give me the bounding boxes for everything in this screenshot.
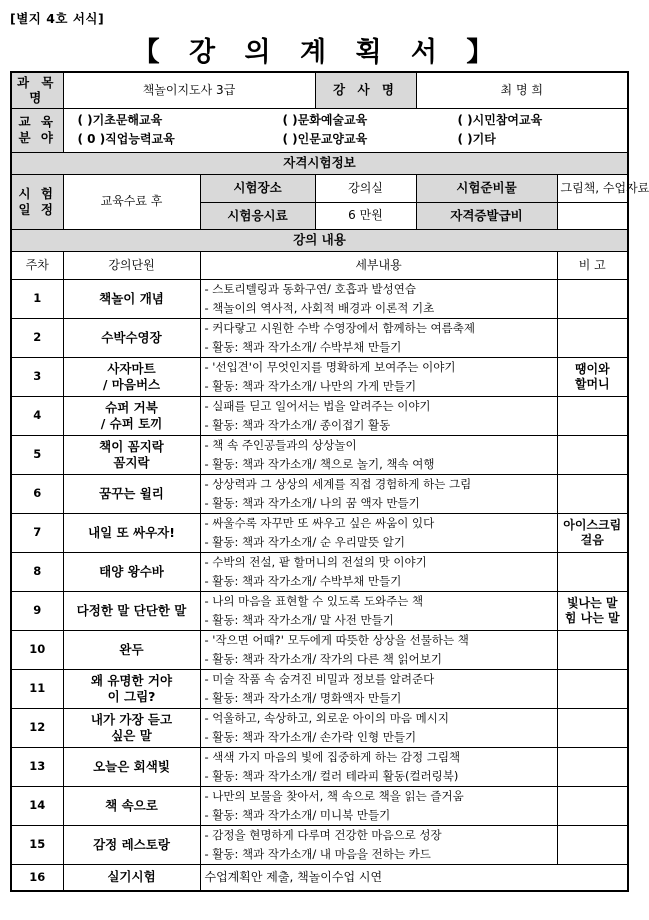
week-number: 11	[11, 669, 63, 708]
field-options	[63, 108, 628, 152]
lecture-note	[557, 279, 628, 318]
detail-line: - 나만의 보물을 찾아서, 책 속으로 책을 읽는 즐거움	[204, 788, 464, 803]
week-number: 16	[11, 864, 63, 891]
lecture-row	[11, 513, 628, 552]
lecture-unit-line: 이 그림?	[107, 688, 156, 704]
lecture-unit	[63, 669, 200, 708]
detail-line: - 활동: 책과 작가소개/ 수박부채 만들기	[204, 339, 402, 354]
detail-line: - 싸울수록 자꾸만 또 싸우고 싶은 싸움이 있다	[204, 515, 435, 530]
lecture-row	[11, 357, 628, 396]
week-number: 2	[11, 318, 63, 357]
lecture-unit-line: 책놀이 개념	[99, 290, 164, 306]
lecture-unit: 실기시험	[63, 864, 200, 891]
detail-line: - 미술 작품 속 숨겨진 비밀과 정보를 알려준다	[204, 671, 435, 686]
detail-line: - '작으면 어때?' 모두에게 따뜻한 상상을 선물하는 책	[204, 632, 469, 647]
lecture-detail	[200, 279, 557, 318]
instructor-value: 최 명 희	[416, 72, 628, 108]
note-line: 아이스크림	[563, 517, 622, 532]
lecture-unit-line: / 슈퍼 토끼	[100, 415, 163, 431]
lecture-unit	[63, 747, 200, 786]
lecture-row	[11, 669, 628, 708]
subject-label: 과 목 명	[11, 72, 63, 108]
lecture-note	[557, 318, 628, 357]
lecture-detail	[200, 630, 557, 669]
week-header: 주차	[11, 251, 63, 279]
detail-line: - 나의 마음을 표현할 수 있도록 도와주는 책	[204, 593, 424, 608]
week-number: 7	[11, 513, 63, 552]
lecture-unit-line: 슈퍼 거북	[105, 399, 158, 415]
lecture-detail	[200, 513, 557, 552]
lecture-note	[557, 474, 628, 513]
lecture-unit	[63, 396, 200, 435]
exam-fee-value: 6 만원	[315, 202, 416, 229]
week-number: 4	[11, 396, 63, 435]
lecture-unit-line: 수박수영장	[101, 329, 162, 345]
exam-place-value: 강의실	[315, 174, 416, 202]
lecture-note	[557, 591, 628, 630]
lecture-unit	[63, 474, 200, 513]
detail-line: - '선입견'이 무엇인지를 명확하게 보여주는 이야기	[204, 359, 456, 374]
lecture-note	[557, 630, 628, 669]
detail-line: - 책 속 주인공들과의 상상놀이	[204, 437, 357, 452]
lecture-unit-line: 꼼지락	[113, 454, 150, 470]
note-header: 비 고	[557, 251, 628, 279]
lecture-row	[11, 318, 628, 357]
lecture-unit-line: 오늘은 회색빛	[93, 758, 170, 774]
lecture-detail	[200, 357, 557, 396]
lecture-note	[557, 357, 628, 396]
lecture-note	[557, 669, 628, 708]
detail-line: - 활동: 책과 작가소개/ 수박부채 만들기	[204, 573, 402, 588]
field-option: ( )기초문해교육	[77, 113, 163, 127]
detail-line: - 실패를 딛고 일어서는 법을 알려주는 이야기	[204, 398, 431, 413]
exam-fee-label: 시험응시료	[200, 202, 315, 229]
lecture-unit	[63, 786, 200, 825]
detail-line: - 책놀이의 역사적, 사회적 배경과 이론적 기초	[204, 300, 435, 315]
lecture-unit	[63, 318, 200, 357]
lecture-row	[11, 825, 628, 864]
detail-line: - 활동: 책과 작가소개/ 나의 꿈 액자 만들기	[204, 495, 420, 510]
detail-line: - 활동: 책과 작가소개/ 책으로 놀기, 책속 여행	[204, 456, 435, 471]
lecture-unit	[63, 708, 200, 747]
week-number: 6	[11, 474, 63, 513]
lecture-unit-line: 꿈꾸는 윌리	[99, 485, 164, 501]
week-number: 15	[11, 825, 63, 864]
lecture-unit-line: 태양 왕수바	[99, 563, 164, 579]
detail-line: - 활동: 책과 작가소개/ 나만의 가게 만들기	[204, 378, 417, 393]
exam-place-label: 시험장소	[200, 174, 315, 202]
lecture-note	[557, 747, 628, 786]
field-option: ( )문화예술교육	[282, 113, 368, 127]
field-option: ( 0 )직업능력교육	[77, 132, 175, 146]
detail-line: - 활동: 책과 작가소개/ 손가락 인형 만들기	[204, 729, 417, 744]
week-number: 9	[11, 591, 63, 630]
detail-line: - 억울하고, 속상하고, 외로운 아이의 마음 메시지	[204, 710, 449, 725]
detail-line: - 색색 가지 마음의 빛에 집중하게 하는 감정 그림책	[204, 749, 461, 764]
detail-line: - 감정을 현명하게 다루며 건강한 마음으로 성장	[204, 827, 442, 842]
note-line: 힘 나는 말	[564, 610, 620, 625]
lecture-detail	[200, 747, 557, 786]
lecture-unit-line: 책이 꼼지락	[99, 438, 164, 454]
exam-prep-value: 그림책, 수업자료	[557, 174, 628, 202]
lecture-note	[557, 708, 628, 747]
lecture-unit	[63, 630, 200, 669]
final-exam-row	[11, 864, 628, 891]
cert-fee-label: 자격증발급비	[416, 202, 557, 229]
exam-date-value: 교육수료 후	[63, 174, 200, 229]
week-number: 12	[11, 708, 63, 747]
lecture-unit	[63, 513, 200, 552]
week-number: 14	[11, 786, 63, 825]
lecture-unit-line: 감정 레스토랑	[93, 836, 170, 852]
field-option: ( )기타	[457, 132, 496, 146]
lecture-row	[11, 396, 628, 435]
lecture-detail: 수업계획안 제출, 책놀이수업 시연	[200, 864, 628, 891]
lecture-detail	[200, 786, 557, 825]
note-line: 빛나는 말	[566, 595, 618, 610]
lecture-unit-line: 내가 가장 듣고	[90, 711, 173, 727]
lecture-note	[557, 786, 628, 825]
lecture-row	[11, 786, 628, 825]
lecture-detail	[200, 708, 557, 747]
lecture-detail	[200, 435, 557, 474]
lecture-plan-table	[10, 71, 649, 892]
lecture-row	[11, 279, 628, 318]
lecture-detail	[200, 669, 557, 708]
lecture-section-title: 강의 내용	[11, 229, 628, 251]
lecture-unit-line: 완두	[119, 641, 144, 657]
week-number: 13	[11, 747, 63, 786]
detail-line: - 커다랗고 시원한 수박 수영장에서 함께하는 여름축제	[204, 320, 475, 335]
lecture-row	[11, 630, 628, 669]
lecture-note	[557, 825, 628, 864]
lecture-unit-line: 책 속으로	[105, 797, 158, 813]
subject-value: 책놀이지도사 3급	[63, 72, 315, 108]
lecture-unit-line: 싶은 말	[111, 727, 152, 743]
exam-section-title: 자격시험정보	[11, 152, 628, 174]
week-number: 10	[11, 630, 63, 669]
note-line: 걸음	[580, 532, 604, 547]
exam-date-label: 시 험 일 정	[11, 174, 63, 229]
form-label: [별지 4호 서식]	[10, 11, 105, 26]
cert-fee-value	[557, 202, 628, 229]
lecture-unit	[63, 552, 200, 591]
detail-line: - 활동: 책과 작가소개/ 종이접기 활동	[204, 417, 391, 432]
lecture-detail	[200, 825, 557, 864]
detail-line: - 활동: 책과 작가소개/ 명화액자 만들기	[204, 690, 402, 705]
lecture-unit	[63, 825, 200, 864]
detail-line: - 활동: 책과 작가소개/ 미니북 만들기	[204, 807, 391, 822]
week-number: 8	[11, 552, 63, 591]
week-number: 1	[11, 279, 63, 318]
lecture-note	[557, 552, 628, 591]
lecture-unit	[63, 591, 200, 630]
lecture-detail	[200, 552, 557, 591]
field-option: ( )인문교양교육	[282, 132, 368, 146]
detail-line: - 스토리텔링과 동화구연/ 호흡과 발성연습	[204, 281, 416, 296]
lecture-unit	[63, 279, 200, 318]
unit-header: 강의단원	[63, 251, 200, 279]
exam-prep-label: 시험준비물	[416, 174, 557, 202]
lecture-row	[11, 747, 628, 786]
lecture-row	[11, 591, 628, 630]
lecture-note	[557, 435, 628, 474]
note-line: 할머니	[574, 376, 610, 391]
detail-line: - 활동: 책과 작가소개/ 내 마음을 전하는 카드	[204, 846, 431, 861]
lecture-unit-line: 사자마트	[107, 360, 156, 376]
detail-line: - 활동: 책과 작가소개/ 작가의 다른 책 읽어보기	[204, 651, 442, 666]
instructor-label: 강 사 명	[315, 72, 416, 108]
lecture-unit	[63, 357, 200, 396]
detail-line: - 수박의 전설, 팥 할머니의 전설의 맛 이야기	[204, 554, 427, 569]
detail-line: - 상상력과 그 상상의 세계를 직접 경험하게 하는 그림	[204, 476, 472, 491]
detail-line: - 활동: 책과 작가소개/ 말 사전 만들기	[204, 612, 394, 627]
lecture-unit-line: 다정한 말 단단한 말	[76, 602, 187, 618]
field-option: ( )시민참여교육	[457, 113, 543, 127]
week-number: 3	[11, 357, 63, 396]
lecture-detail	[200, 591, 557, 630]
detail-line: - 활동: 책과 작가소개/ 순 우리말뜻 알기	[204, 534, 405, 549]
lecture-unit-line: 내일 또 싸우자!	[88, 524, 175, 540]
lecture-row	[11, 552, 628, 591]
lecture-detail	[200, 474, 557, 513]
lecture-unit-line: / 마음버스	[102, 376, 161, 392]
lecture-note	[557, 396, 628, 435]
note-line: 땡이와	[574, 361, 610, 376]
lecture-detail	[200, 318, 557, 357]
week-number: 5	[11, 435, 63, 474]
detail-header: 세부내용	[200, 251, 557, 279]
field-label: 교 육 분 야	[11, 108, 63, 152]
lecture-row	[11, 474, 628, 513]
document-title: 【 강 의 계 획 서 】	[132, 37, 504, 68]
lecture-note	[557, 513, 628, 552]
detail-line: - 활동: 책과 작가소개/ 컬러 테라피 활동(컬러링북)	[204, 768, 459, 783]
lecture-row	[11, 708, 628, 747]
lecture-detail	[200, 396, 557, 435]
lecture-unit	[63, 435, 200, 474]
lecture-unit-line: 왜 유명한 거야	[90, 672, 173, 688]
lecture-row	[11, 435, 628, 474]
